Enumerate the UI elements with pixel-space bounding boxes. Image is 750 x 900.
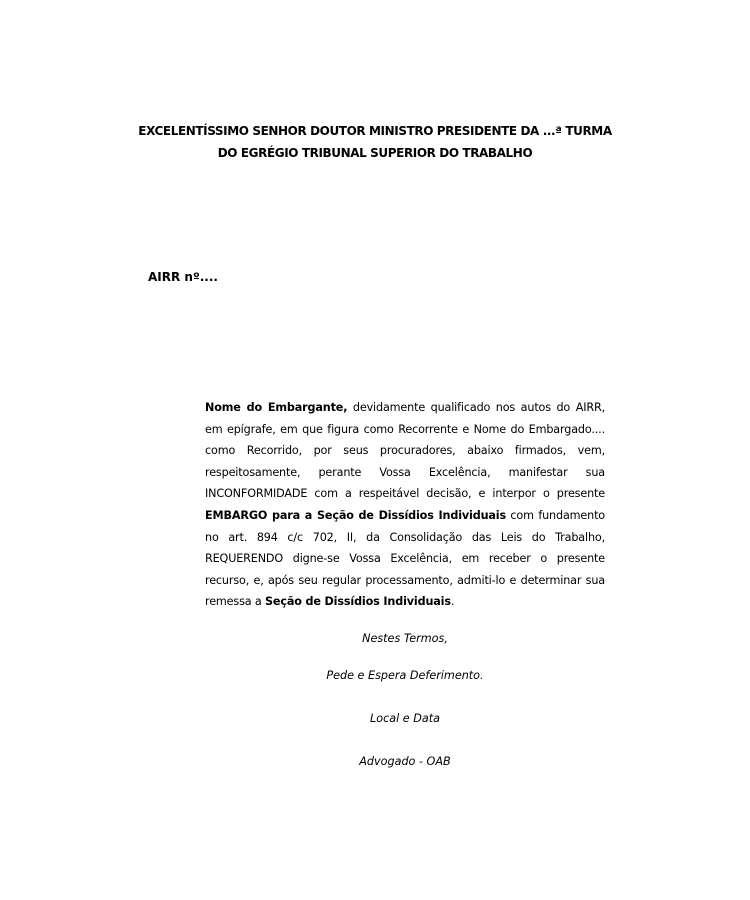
party-name: Nome do Embargante, [205,401,348,414]
closing-place-date: Local e Data [370,712,440,725]
paragraph-text-2: com fundamento no art. 894 c/c 702, II, da Consolidação das Leis do Trabalho, REQUERENDO digne-se Vossa Excelência, em receber o presente recurso, e, após seu regular processamento, admiti-lo e determinar sua remessa a [205,508,605,609]
document-heading [0,120,750,164]
paragraph-text-3: . [450,595,455,609]
closing-terms: Nestes Termos, [362,632,448,645]
destination-court: Seção de Dissídios Individuais [265,595,451,609]
closing-signature: Advogado - OAB [359,755,451,768]
case-number: AIRR nº.... [148,270,218,284]
petition-paragraph [205,397,605,613]
closing-request: Pede e Espera Deferimento. [326,669,484,682]
heading-line-2: DO EGRÉGIO TRIBUNAL SUPERIOR DO TRABALHO [217,146,533,160]
paragraph-text-1: devidamente qualificado nos autos do AIRR, em epígrafe, em que figura como Recorrente e Nome do Embargado.... como Recorrido, por seus procuradores, abaixo firmados, vem, respeitosamente, perante Vossa Excelência, manifestar sua INCONFORMIDADE com a respeitável decisão, e interpor o presente [205,401,605,501]
heading-line-1: EXCELENTÍSSIMO SENHOR DOUTOR MINISTRO PRESIDENTE DA ...ª TURMA [138,124,612,138]
appeal-type: EMBARGO para a Seção de Dissídios Individuais [205,508,506,522]
